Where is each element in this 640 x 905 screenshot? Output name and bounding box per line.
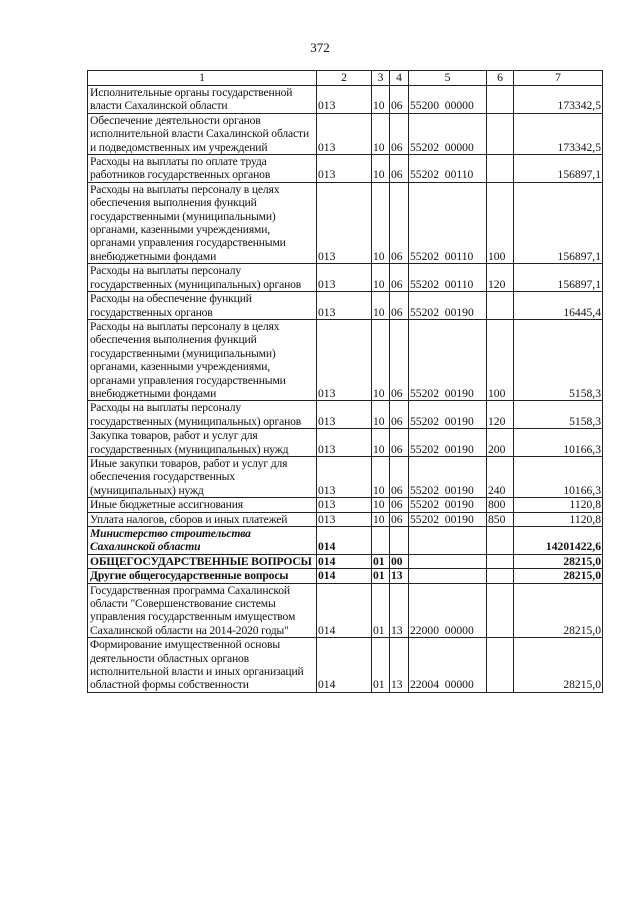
table-row [88, 583, 603, 638]
table-row [88, 498, 603, 512]
col-header: 2 [317, 71, 372, 86]
row-expense-type: 100 [487, 319, 514, 400]
row-name: Министерство строительства Сахалинской области [88, 527, 317, 555]
row-amount: 5158,3 [514, 319, 603, 400]
row-subsection: 06 [390, 292, 409, 320]
table-header-row [88, 71, 603, 86]
row-target-code: 22000 00000 [409, 583, 487, 638]
row-section: 10 [372, 319, 390, 400]
row-name: Иные закупки товаров, работ и услуг для обеспечения государственных (муниципальных) нужд [88, 456, 317, 497]
table-row [88, 182, 603, 263]
row-target-code: 55202 00190 [409, 292, 487, 320]
row-expense-type [487, 292, 514, 320]
table-row [88, 155, 603, 183]
row-name: Расходы на выплаты персоналу государственных (муниципальных) органов [88, 401, 317, 429]
row-section: 10 [372, 292, 390, 320]
row-section [372, 527, 390, 555]
row-amount: 156897,1 [514, 182, 603, 263]
row-subsection: 06 [390, 182, 409, 263]
row-admin-code: 013 [317, 319, 372, 400]
col-header: 7 [514, 71, 603, 86]
row-name: Расходы на обеспечение функций государственных органов [88, 292, 317, 320]
row-amount: 1120,8 [514, 498, 603, 512]
row-amount: 28215,0 [514, 583, 603, 638]
row-section: 10 [372, 86, 390, 114]
row-admin-code: 013 [317, 498, 372, 512]
row-subsection: 06 [390, 498, 409, 512]
row-subsection: 06 [390, 401, 409, 429]
table-row [88, 512, 603, 526]
row-subsection: 13 [390, 638, 409, 693]
table-row [88, 638, 603, 693]
row-subsection: 06 [390, 86, 409, 114]
row-expense-type: 200 [487, 429, 514, 457]
row-name: Закупка товаров, работ и услуг для государственных (муниципальных) нужд [88, 429, 317, 457]
row-target-code: 55202 00110 [409, 155, 487, 183]
row-name: ОБЩЕГОСУДАРСТВЕННЫЕ ВОПРОСЫ [88, 554, 317, 568]
row-section: 10 [372, 155, 390, 183]
row-target-code: 22004 00000 [409, 638, 487, 693]
row-section: 01 [372, 638, 390, 693]
row-admin-code: 013 [317, 86, 372, 114]
row-admin-code: 013 [317, 292, 372, 320]
table-row [88, 113, 603, 154]
row-amount: 156897,1 [514, 155, 603, 183]
row-target-code: 55202 00190 [409, 512, 487, 526]
row-name: Расходы на выплаты персоналу в целях обеспечения выполнения функций государственными (муниципальными) органами, казенными учреждениями, органами управления государственными внебюджетными фондами [88, 319, 317, 400]
table-row [88, 86, 603, 114]
col-header: 3 [372, 71, 390, 86]
table-row [88, 319, 603, 400]
row-subsection: 06 [390, 264, 409, 292]
row-name: Иные бюджетные ассигнования [88, 498, 317, 512]
row-admin-code: 013 [317, 182, 372, 263]
row-admin-code: 013 [317, 401, 372, 429]
row-name: Другие общегосударственные вопросы [88, 569, 317, 583]
table-row [88, 569, 603, 583]
row-amount: 10166,3 [514, 429, 603, 457]
row-section: 10 [372, 401, 390, 429]
row-amount: 16445,4 [514, 292, 603, 320]
row-admin-code: 013 [317, 456, 372, 497]
row-subsection: 06 [390, 319, 409, 400]
row-target-code: 55202 00000 [409, 113, 487, 154]
row-expense-type [487, 527, 514, 555]
row-subsection: 00 [390, 554, 409, 568]
row-amount: 1120,8 [514, 512, 603, 526]
row-admin-code: 013 [317, 512, 372, 526]
row-name: Обеспечение деятельности органов исполнительной власти Сахалинской области и подведомственных им учреждений [88, 113, 317, 154]
row-amount: 28215,0 [514, 638, 603, 693]
row-subsection: 06 [390, 155, 409, 183]
row-expense-type [487, 583, 514, 638]
col-header: 4 [390, 71, 409, 86]
row-section: 10 [372, 429, 390, 457]
row-admin-code: 014 [317, 527, 372, 555]
row-expense-type: 800 [487, 498, 514, 512]
row-expense-type [487, 554, 514, 568]
row-expense-type [487, 86, 514, 114]
row-amount: 28215,0 [514, 569, 603, 583]
row-admin-code: 013 [317, 429, 372, 457]
row-subsection: 06 [390, 512, 409, 526]
table-row [88, 401, 603, 429]
col-header: 1 [88, 71, 317, 86]
budget-table [87, 70, 603, 693]
row-section: 10 [372, 498, 390, 512]
row-admin-code: 014 [317, 569, 372, 583]
table-row [88, 264, 603, 292]
page-number: 372 [310, 40, 330, 55]
row-section: 10 [372, 512, 390, 526]
row-admin-code: 013 [317, 264, 372, 292]
row-expense-type: 100 [487, 182, 514, 263]
row-amount: 173342,5 [514, 113, 603, 154]
row-section: 01 [372, 554, 390, 568]
row-target-code: 55202 00110 [409, 264, 487, 292]
row-amount: 5158,3 [514, 401, 603, 429]
row-admin-code: 013 [317, 155, 372, 183]
table-row [88, 456, 603, 497]
row-name: Исполнительные органы государственной власти Сахалинской области [88, 86, 317, 114]
row-subsection: 13 [390, 569, 409, 583]
row-subsection: 06 [390, 429, 409, 457]
row-expense-type: 120 [487, 401, 514, 429]
row-subsection: 06 [390, 113, 409, 154]
row-admin-code: 014 [317, 583, 372, 638]
row-target-code: 55202 00190 [409, 429, 487, 457]
row-expense-type [487, 113, 514, 154]
row-admin-code: 013 [317, 113, 372, 154]
table-row [88, 429, 603, 457]
col-header: 6 [487, 71, 514, 86]
row-target-code [409, 569, 487, 583]
row-subsection [390, 527, 409, 555]
row-subsection: 06 [390, 456, 409, 497]
row-target-code: 55202 00190 [409, 498, 487, 512]
row-expense-type: 850 [487, 512, 514, 526]
row-section: 10 [372, 264, 390, 292]
row-section: 01 [372, 569, 390, 583]
row-amount: 10166,3 [514, 456, 603, 497]
row-admin-code: 014 [317, 638, 372, 693]
row-expense-type [487, 155, 514, 183]
row-target-code: 55202 00110 [409, 182, 487, 263]
row-target-code: 55200 00000 [409, 86, 487, 114]
row-section: 10 [372, 113, 390, 154]
col-header: 5 [409, 71, 487, 86]
row-target-code [409, 527, 487, 555]
row-expense-type [487, 638, 514, 693]
row-amount: 173342,5 [514, 86, 603, 114]
row-target-code: 55202 00190 [409, 401, 487, 429]
row-name: Формирование имущественной основы деятельности областных органов исполнительной власти и иных организаций областной формы собственности [88, 638, 317, 693]
row-amount: 14201422,6 [514, 527, 603, 555]
row-name: Расходы на выплаты персоналу в целях обеспечения выполнения функций государственными (муниципальными) органами, казенными учреждениями, органами управления государственными внебюджетными фондами [88, 182, 317, 263]
row-name: Государственная программа Сахалинской области "Совершенствование системы управления государственным имуществом Сахалинской области на 2014-2020 годы" [88, 583, 317, 638]
row-amount: 156897,1 [514, 264, 603, 292]
row-expense-type: 120 [487, 264, 514, 292]
row-expense-type: 240 [487, 456, 514, 497]
row-amount: 28215,0 [514, 554, 603, 568]
row-admin-code: 014 [317, 554, 372, 568]
table-row [88, 292, 603, 320]
row-target-code: 55202 00190 [409, 456, 487, 497]
row-target-code: 55202 00190 [409, 319, 487, 400]
row-subsection: 13 [390, 583, 409, 638]
row-name: Расходы на выплаты по оплате труда работников государственных органов [88, 155, 317, 183]
row-section: 10 [372, 182, 390, 263]
table-row [88, 527, 603, 555]
row-name: Расходы на выплаты персоналу государственных (муниципальных) органов [88, 264, 317, 292]
row-section: 01 [372, 583, 390, 638]
row-name: Уплата налогов, сборов и иных платежей [88, 512, 317, 526]
row-target-code [409, 554, 487, 568]
table-row [88, 554, 603, 568]
row-section: 10 [372, 456, 390, 497]
row-expense-type [487, 569, 514, 583]
